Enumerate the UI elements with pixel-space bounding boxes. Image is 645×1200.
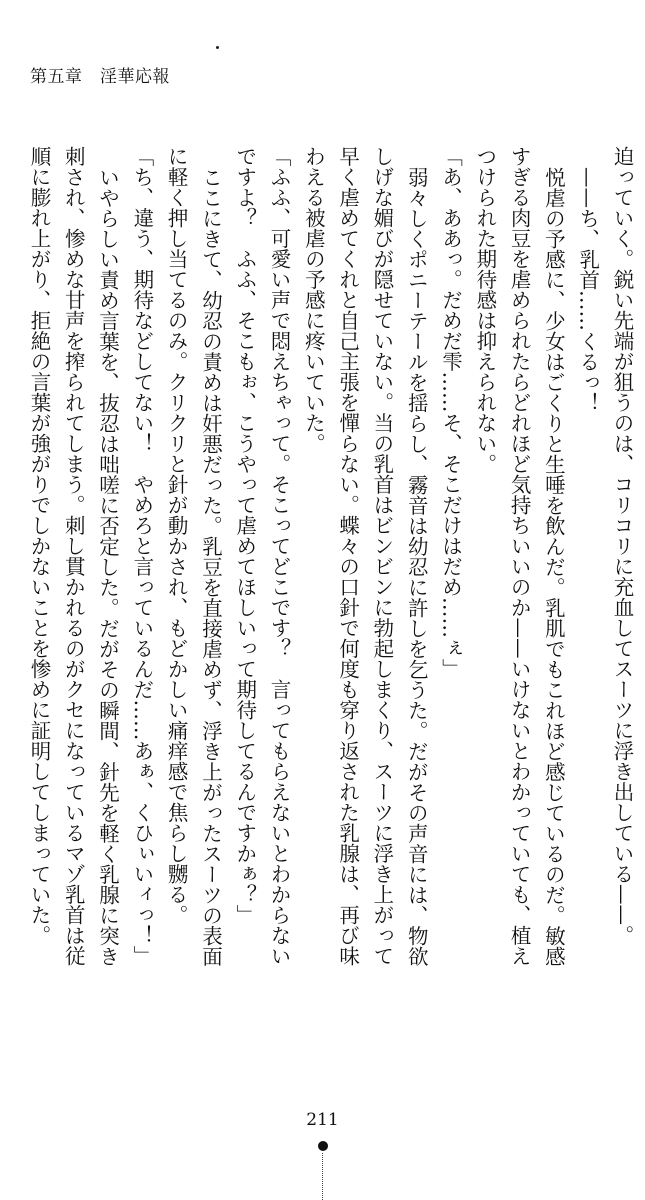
text-line: 「ふふ、可愛い声で悶えちゃって。そこってどこです？ 言ってもらえないとわからない (267, 146, 292, 966)
text-line: つけられた期待感は抑えられない。 (472, 146, 497, 474)
page-marker-dot (318, 1141, 328, 1151)
text-line: ですよ？ ふふ、そこもぉ、こうやって虐めてほしいって期待してるんですかぁ？」 (232, 146, 257, 925)
chapter-header: 第五章 淫華応報 (30, 67, 170, 87)
speck-mark (216, 46, 219, 49)
vertical-body-text (22, 146, 639, 976)
text-line: 早く虐めてくれと自己主張を憚らない。蝶々の口針で何度も穿り返された乳腺は、再び味 (335, 146, 360, 966)
text-line: 「あ、ああっ。だめだ雫……そ、そこだけはだめ……ぇ」 (438, 146, 463, 679)
text-line: すぎる肉豆を虐められたらどれほど気持ちいいのか——いけないとわかっていても、植え (507, 146, 532, 966)
text-line: ——ち、乳首……くるっ！ (575, 166, 600, 413)
text-line: 悦虐の予感に、少女はごくりと生唾を飲んだ。乳肌でもこれほど感じているのだ。敏感 (541, 166, 566, 966)
text-line: いやらしい責め言葉を、抜忍は咄嗟に否定した。だがその瞬間、針先を軽く乳腺に突き (95, 166, 120, 966)
page-number: 211 (306, 1110, 339, 1130)
text-line: 順に膨れ上がり、拒絶の言葉が強がりでしかないことを惨めに証明してしまっていた。 (26, 146, 51, 946)
text-line: しげな媚びが隠せていない。当の乳首はビンビンに勃起しまくり、スーツに浮き上がって (369, 146, 394, 966)
text-line: 弱々しくポニーテールを揺らし、霧音は幼忍に許しを乞うた。だがその声音には、物欲 (404, 166, 429, 966)
page-marker-line (322, 1153, 323, 1200)
text-line: ここにきて、幼忍の責めは奸悪だった。乳豆を直接虐めず、浮き上がったスーツの表面 (198, 166, 223, 966)
text-line: 刺され、惨めな甘声を搾られてしまう。刺し貫かれるのがクセになっているマゾ乳首は従 (61, 146, 86, 966)
text-line: に軽く押し当てるのみ。クリクリと針が動かされ、もどかしい痛痒感で焦らし嬲る。 (164, 146, 189, 925)
text-line: わえる被虐の予感に疼いていた。 (301, 146, 326, 454)
text-line: 「ち、違う、期待などしてない！ やめろと言っているんだ……あぁ、くひぃいィっ！」 (129, 146, 154, 966)
text-line: 迫っていく。鋭い先端が狙うのは、コリコリに充血してスーツに浮き出している——。 (610, 146, 634, 946)
